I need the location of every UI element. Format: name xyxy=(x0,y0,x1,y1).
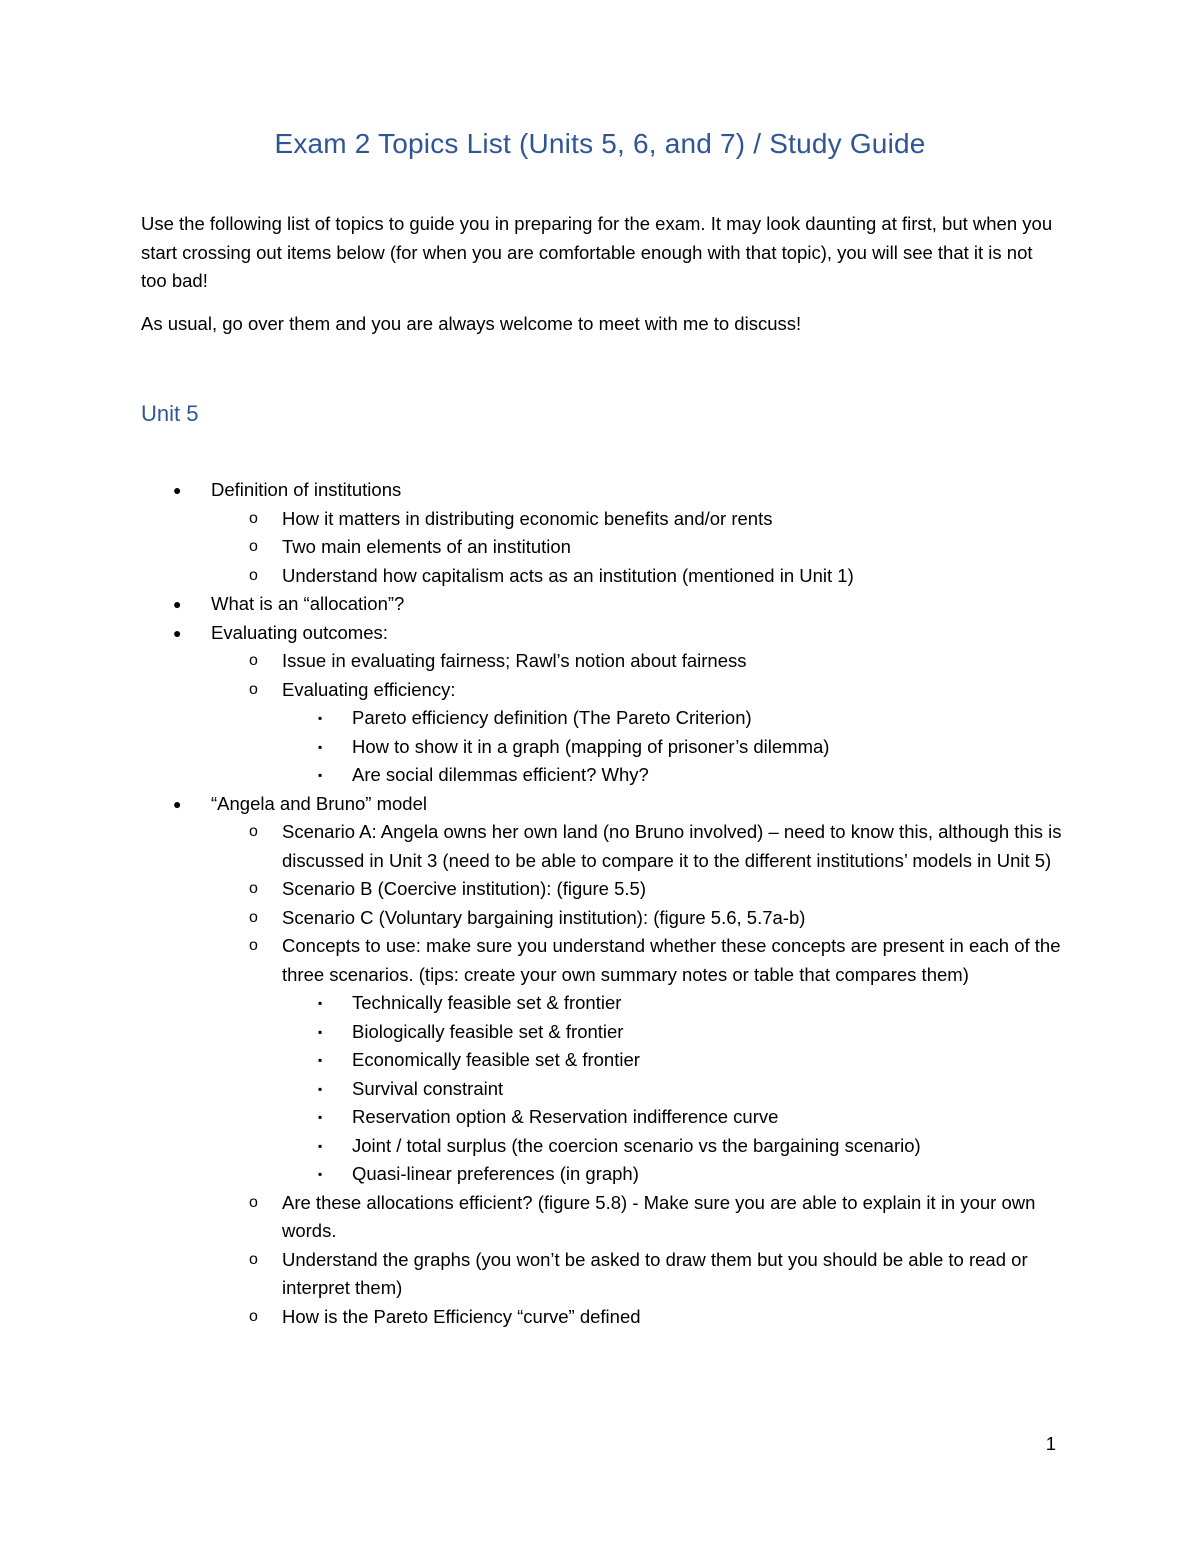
topic-text: Understand how capitalism acts as an institution (mentioned in Unit 1) xyxy=(282,564,854,586)
topic-text: Are social dilemmas efficient? Why? xyxy=(352,764,649,785)
topic-text: What is an “allocation”? xyxy=(211,593,405,614)
bullet-circle-icon: o xyxy=(249,1250,258,1268)
bullet-square-icon: ▪ xyxy=(318,1138,323,1153)
intro-paragraph: As usual, go over them and you are always welcome to meet with me to discuss! xyxy=(141,313,802,334)
bullet-disc-icon: ● xyxy=(173,596,182,612)
topic-text: Issue in evaluating fairness; Rawl’s notion about fairness xyxy=(282,650,747,671)
document-title: Exam 2 Topics List (Units 5, 6, and 7) / Study Guide xyxy=(274,128,926,159)
topic-text: Technically feasible set & frontier xyxy=(352,992,622,1013)
topic-item-level-3 xyxy=(0,1018,1200,1047)
bullet-square-icon: ▪ xyxy=(318,711,323,725)
section-heading-unit-5: Unit 5 xyxy=(141,401,199,426)
topic-text: Biologically feasible set & frontier xyxy=(352,1020,624,1042)
topic-item-level-3 xyxy=(0,1132,1200,1161)
topic-item-level-2 xyxy=(0,818,1200,875)
topic-item-level-1 xyxy=(0,590,1200,619)
bullet-square-icon: ▪ xyxy=(318,739,323,754)
bullet-circle-icon: o xyxy=(249,1193,258,1211)
bullet-circle-icon: o xyxy=(249,823,258,840)
topic-text: Quasi-linear preferences (in graph) xyxy=(352,1163,639,1184)
topic-item-level-2 xyxy=(0,932,1200,989)
topic-text: How it matters in distributing economic benefits and/or rents xyxy=(282,507,773,529)
topic-item-level-3 xyxy=(0,1075,1200,1104)
topic-text: Economically feasible set & frontier xyxy=(352,1049,640,1070)
bullet-disc-icon: ● xyxy=(173,795,182,812)
topic-text: Scenario C (Voluntary bargaining institution): (figure 5.6, 5.7a-b) xyxy=(282,906,806,928)
topic-item-level-2 xyxy=(0,875,1200,904)
bullet-circle-icon: o xyxy=(249,509,258,527)
topic-text: How to show it in a graph (mapping of prisoner’s dilemma) xyxy=(352,735,830,757)
topic-text: Evaluating outcomes: xyxy=(211,621,388,643)
topic-text: Scenario B (Coercive institution): (figure 5.5) xyxy=(282,878,646,899)
bullet-circle-icon: o xyxy=(249,680,258,698)
topic-text: Pareto efficiency definition (The Pareto Criterion) xyxy=(352,707,752,728)
bullet-circle-icon: o xyxy=(249,1307,258,1325)
topic-text: Concepts to use: make sure you understand whether these concepts are present in each of the three scenarios. (tips: create your own summary notes or table that compares them) xyxy=(282,935,1061,985)
topic-item-level-2 xyxy=(0,562,1200,591)
topic-text: Two main elements of an institution xyxy=(282,536,571,557)
topic-item-level-2 xyxy=(0,505,1200,534)
bullet-disc-icon: ● xyxy=(173,482,182,498)
topic-item-level-2 xyxy=(0,676,1200,705)
bullet-square-icon: ▪ xyxy=(318,768,323,782)
topics-list xyxy=(0,476,1200,1331)
bullet-square-icon: ▪ xyxy=(318,1024,323,1039)
topic-text: Joint / total surplus (the coercion scenario vs the bargaining scenario) xyxy=(352,1134,921,1156)
topic-item-level-3 xyxy=(0,1103,1200,1132)
topic-item-level-1 xyxy=(0,790,1200,819)
bullet-circle-icon: o xyxy=(249,652,258,669)
topic-item-level-3 xyxy=(0,1046,1200,1075)
topic-item-level-3 xyxy=(0,1160,1200,1189)
topic-item-level-3 xyxy=(0,761,1200,790)
topic-item-level-2 xyxy=(0,1189,1200,1246)
topic-item-level-2 xyxy=(0,647,1200,676)
bullet-square-icon: ▪ xyxy=(318,1167,323,1181)
topic-text: Scenario A: Angela owns her own land (no Bruno involved) – need to know this, although this is discussed in Unit 3 (need to be able to compare it to the different institutions’ models in Unit 5) xyxy=(282,821,1062,871)
bullet-square-icon: ▪ xyxy=(318,1110,323,1124)
bullet-circle-icon: o xyxy=(249,937,258,954)
topic-text: Are these allocations efficient? (figure 5.8) - Make sure you are able to explain it in your own words. xyxy=(282,1191,1036,1241)
topic-item-level-3 xyxy=(0,989,1200,1018)
bullet-square-icon: ▪ xyxy=(318,1081,323,1096)
topic-item-level-1 xyxy=(0,476,1200,505)
topic-text: Survival constraint xyxy=(352,1077,504,1099)
topic-text: “Angela and Bruno” model xyxy=(211,792,427,814)
topic-text: How is the Pareto Efficiency “curve” defined xyxy=(282,1305,641,1327)
bullet-circle-icon: o xyxy=(249,880,258,897)
topic-item-level-2 xyxy=(0,1303,1200,1332)
topic-item-level-3 xyxy=(0,733,1200,762)
intro-paragraph: Use the following list of topics to guide you in preparing for the exam. It may look daunting at first, but when you start crossing out items below (for when you are comfortable enough with that topic), you will see that it is not too bad! xyxy=(141,213,1053,291)
topic-item-level-2 xyxy=(0,533,1200,562)
bullet-circle-icon: o xyxy=(249,538,258,555)
topic-item-level-1 xyxy=(0,619,1200,648)
bullet-square-icon: ▪ xyxy=(318,996,323,1010)
topic-text: Evaluating efficiency: xyxy=(282,678,456,700)
topic-text: Definition of institutions xyxy=(211,479,402,500)
topic-item-level-3 xyxy=(0,704,1200,733)
topic-text: Reservation option & Reservation indifference curve xyxy=(352,1106,779,1127)
topic-item-level-2 xyxy=(0,1246,1200,1303)
bullet-square-icon: ▪ xyxy=(318,1053,323,1067)
topic-item-level-2 xyxy=(0,904,1200,933)
page-number: 1 xyxy=(1045,1433,1056,1454)
bullet-circle-icon: o xyxy=(249,566,258,584)
topic-text: Understand the graphs (you won’t be asked to draw them but you should be able to read or interpret them) xyxy=(282,1248,1028,1298)
bullet-disc-icon: ● xyxy=(173,624,182,641)
bullet-circle-icon: o xyxy=(249,908,258,926)
